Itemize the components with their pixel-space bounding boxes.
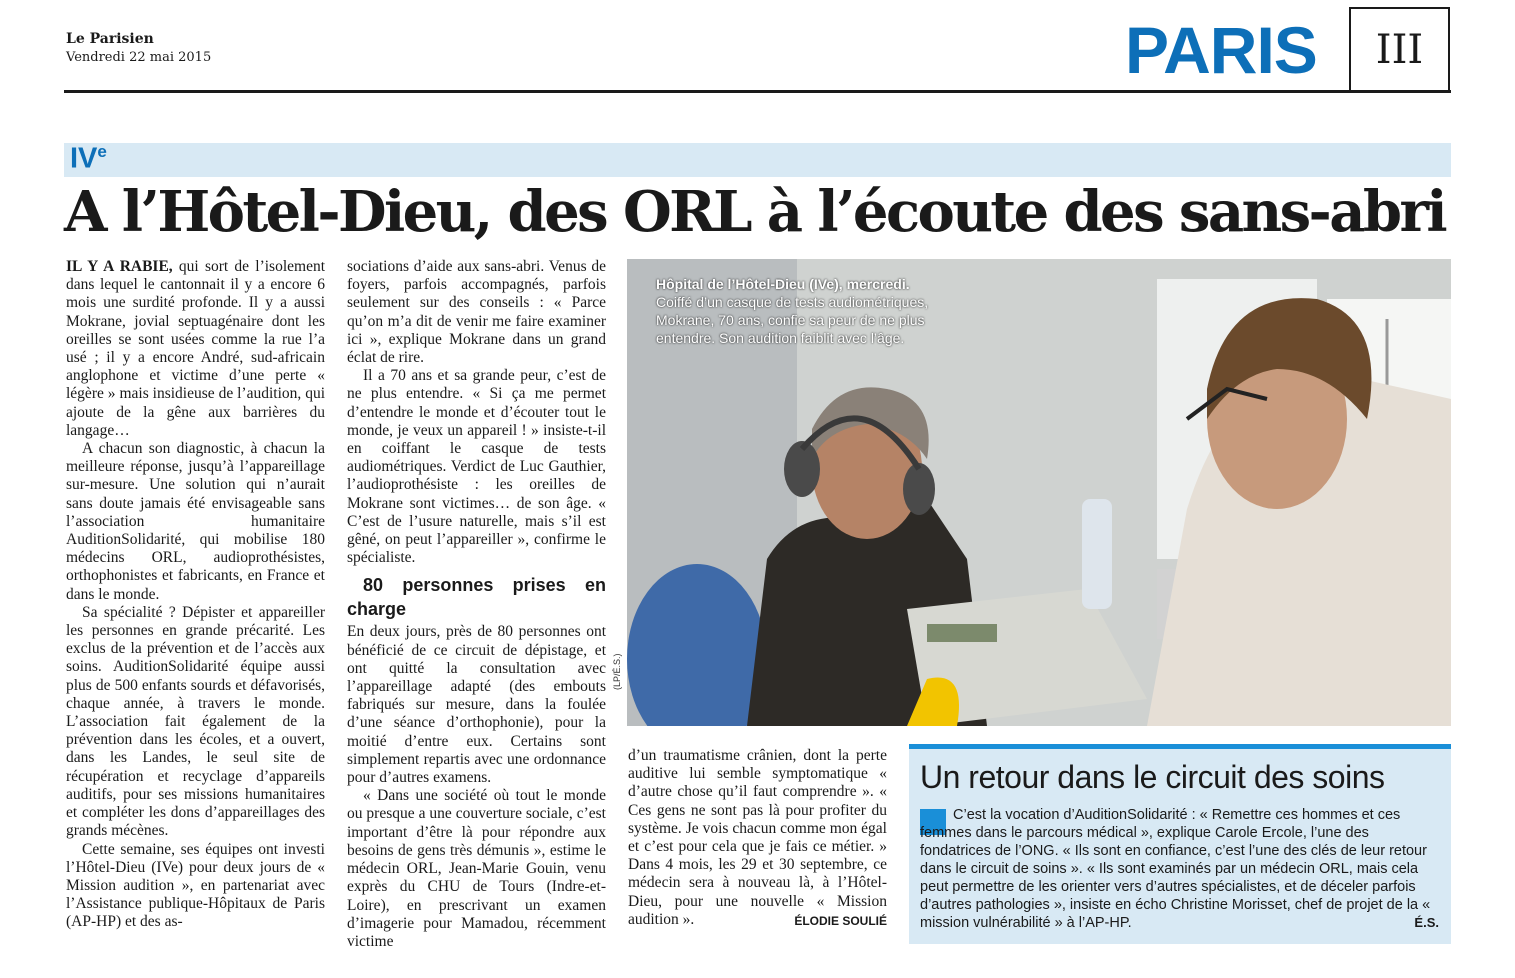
header-rule <box>64 90 1451 93</box>
paragraph: Cette semaine, ses équipes ont investi l’Hôtel-Dieu (IVe) pour deux jours de « Mission audition », en partenariat avec l’Assistance publique-Hôpitaux de Paris (AP-HP) et des as- <box>66 840 325 931</box>
kicker <box>70 142 107 176</box>
article-column-3 <box>628 747 887 930</box>
paragraph: Il a 70 ans et sa grande peur, c’est de ne plus entendre. « Si ça me permet d’entendre le monde et d’écouter tout le monde, je veux un appareil ! » insiste-t-il en coiffant le casque de tests audiométriques. Verdict de Luc Gauthier, l’audioprothésiste : les oreilles de Mokrane sont victimes… de son âge. « C’est de l’usure naturelle, mais s’il est gêné, on peut l’appareiller », confirme le spécialiste. <box>347 367 606 567</box>
inset-box <box>909 744 1451 944</box>
paragraph: Sa spécialité ? Dépister et appareiller les personnes en grande précarité. Les exclus de la prévention et de l’accès aux soins. AuditionSolidarité équipe aussi plus de 500 enfants sourds et défavorisés, chaque année, à travers le monde. L’association fait également de la prévention dans les écoles, et a ouvert, dans les Landes, le seul site de récupération et recyclage d’appareils auditifs, pour ses missions humanitaires et compléter les dons d’appareillages des grands mécènes. <box>66 603 325 840</box>
caption-title: Hôpital de l’Hôtel-Dieu (IVe), mercredi. <box>656 276 910 292</box>
paragraph: En deux jours, près de 80 personnes ont bénéficié de ce circuit de dépistage, et ont quitté la consultation avec l’appareillage adapté (des embouts fabriqués sur mesure, dans la foulée d’une séance d’orthophonie), pour la moitié d’entre eux. Certains sont simplement repartis avec une ordonnance pour d’autres examens. <box>347 623 606 787</box>
lead-in: IL Y A RABIE, <box>66 258 173 275</box>
kicker-text: IV <box>70 142 98 175</box>
paragraph: A chacun son diagnostic, à chacun la meilleure réponse, jusqu’à l’appareillage sur-mesure. Une solution qui n’aurait sans doute jamais été envisageable sans l’association humanitaire AuditionSolidarité, qui mobilise 180 médecins ORL, audioprothésistes, orthophonistes et fabricants, en France et dans le monde. <box>66 440 325 603</box>
kicker-sup: e <box>97 142 107 161</box>
subheading: 80 personnes prises en charge <box>347 575 606 620</box>
byline: ÉLODIE SOULIÉ <box>794 914 887 929</box>
photo-caption <box>656 275 976 347</box>
section-title: PARIS <box>1125 13 1317 87</box>
paragraph: « Dans une société où tout le monde ou presque a une couverture sociale, c’est important d’être là pour répondre aux besoins de gens très démunis », estime le médecin ORL, Jean-Marie Gouin, venu exprès du CHU de Tours (Indre-et-Loire), en prescrivant un examen d’imagerie pour Mamadou, récemment victime <box>347 787 606 950</box>
article-column-2 <box>347 258 606 951</box>
inset-title: Un retour dans le circuit des soins <box>920 759 1385 795</box>
inset-text: C’est la vocation d’AuditionSolidarité : « Remettre ces hommes et ces femmes dans le parcours médical », explique Carole Ercole, l’une des fondatrices de l’ONG. « Ils sont en confiance, c’est l’une des clés de leur retour dans le circuit de soins ». « Ils sont examinés par un médecin ORL, mais cela peut permettre de les orienter vers d’autres spécialistes, et de déceler parfois d’autres pathologies », insiste en écho Christine Morisset, chef de projet de la « mission vulnérabilité » à l’AP-HP. <box>920 807 1431 931</box>
newspaper-name: Le Parisien <box>66 31 154 47</box>
paragraph: d’un traumatisme crânien, dont la perte auditive lui semble symptomatique « d’autre chose qu’il faut comprendre ». « Ces gens ne sont pas là pour profiter du système. Je vois chacun comme mon égal et c’est pour cela que je fais ce métier. » Dans 4 mois, les 29 et 30 septembre, ce médecin sera à nouveau là, à l’Hôtel-Dieu, pour une nouvelle « Mission audition ». <box>628 747 887 928</box>
paragraph: sociations d’aide aux sans-abri. Venus de foyers, parfois accompagnés, parfois seulement sur des conseils : « Parce qu’on m’a dit de venir me faire examiner ici », explique Mokrane dans un grand éclat de rire. <box>347 258 606 367</box>
article-column-1 <box>66 258 325 932</box>
paragraph-text: qui sort de l’isolement dans lequel le cantonnait il y a encore 6 mois une surdité profonde. Il y a aussi Mokrane, jovial septuagénaire dont les oreilles se sont usées comme la rue l’a usé ; il y a encore André, sud-africain anglophone et victime d’une perte « légère » mais insidieuse de l’audition, qui ajoute de la gêne aux barrières du langage… <box>66 258 326 439</box>
publication-date: Vendredi 22 mai 2015 <box>66 50 212 65</box>
paragraph <box>66 258 325 440</box>
inset-initials: É.S. <box>1414 915 1439 930</box>
page-number: III <box>1349 7 1450 92</box>
kicker-band <box>64 143 1451 177</box>
photo-credit: (LP/É.S.) <box>612 653 622 690</box>
inset-body <box>920 806 1435 932</box>
headline: A l’Hôtel-Dieu, des ORL à l’écoute des sans-abri <box>64 179 1446 245</box>
caption-text: Coiffé d’un casque de tests audiométriques, Mokrane, 70 ans, confie sa peur de ne plus entendre. Son audition faiblit avec l’âge. <box>656 294 929 346</box>
